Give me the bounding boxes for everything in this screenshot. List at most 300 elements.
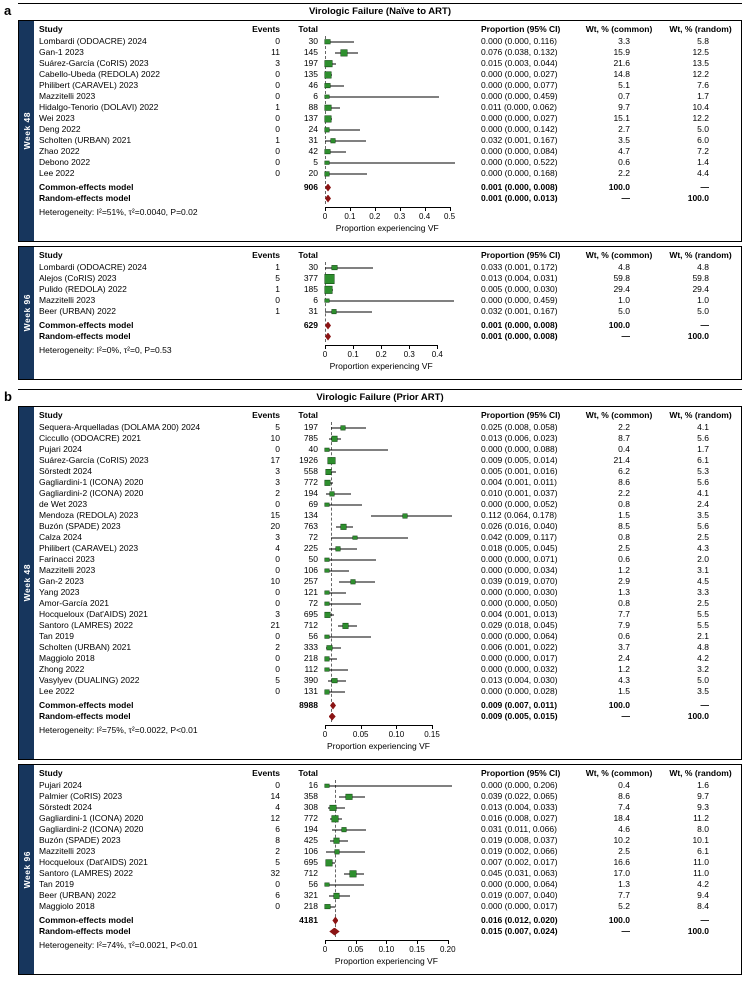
total-value: 197 [303,422,318,432]
weight-random-value: 4.1 [697,488,709,498]
forest-rows [34,36,741,204]
axis-tick-label: 0.05 [352,730,369,739]
col-header-events: Events [252,250,280,260]
weight-random-value: 1.0 [697,295,709,305]
point-estimate-marker [325,480,330,485]
weight-random-value: 12.5 [692,47,709,57]
total-value: 112 [304,664,318,674]
col-header-wt-common: Wt, % (common) [585,24,653,34]
forest-plot-cell [318,835,468,846]
weight-random-value: 9.3 [697,802,709,812]
proportion-ci-value: 0.112 (0.064, 0.178) [481,510,557,520]
total-value: 6 [313,295,318,305]
proportion-ci-value: 0.032 (0.001, 0.167) [481,306,558,316]
forest-plot-cell [318,890,468,901]
events-value: 0 [275,631,280,641]
weight-random-value: 59.8 [692,273,709,283]
axis-tick-label: 0 [322,350,328,359]
col-header-wt-random: Wt, % (random) [669,768,732,778]
total-value: 333 [303,642,318,652]
study-name: Sörstedt 2024 [39,466,92,476]
forest-plot-cell [318,802,468,813]
study-name: Cabello-Ubeda (REDOLA) 2022 [39,69,160,79]
axis-tick-label: 0.1 [347,350,359,359]
study-name: Mazzitelli 2023 [39,91,96,101]
weight-random-value: 5.8 [697,36,709,46]
ci-line [325,636,371,637]
study-name: Suárez-García (CoRIS) 2023 [39,455,149,465]
point-estimate-marker [332,265,337,270]
forest-plot-cell [318,857,468,868]
events-value: 17 [270,455,280,465]
events-value: 0 [275,146,280,156]
events-value: 0 [275,686,280,696]
ci-line [328,680,347,681]
forest-plot-cell [318,653,468,664]
weight-random-value: 3.2 [697,664,709,674]
study-row [34,262,741,273]
forest-plot-cell [318,543,468,554]
study-row [34,565,741,576]
point-estimate-marker [325,60,332,67]
proportion-ci-value: 0.007 (0.002, 0.017) [481,857,558,867]
week-group-label: Week 96 [21,294,32,332]
study-row [34,543,741,554]
forest-plot-cell [318,868,468,879]
study-name: Lombardi (ODOACRE) 2024 [39,262,147,272]
forest-plot-cell [318,422,468,433]
panel-a-title: Virologic Failure (Naïve to ART) [309,6,451,17]
events-value: 12 [270,813,280,823]
proportion-ci-value: 0.009 (0.007, 0.011) [481,700,558,710]
weight-common-value: 17.0 [613,868,630,878]
weight-common-value: 16.6 [613,857,630,867]
study-row [34,700,741,711]
total-value: 88 [308,102,318,112]
study-name: Mazzitelli 2023 [39,565,96,575]
col-header-study: Study [39,410,63,420]
proportion-ci-value: 0.001 (0.000, 0.008) [481,320,558,330]
axis-tick [325,725,326,729]
col-header-plot [318,249,468,262]
study-row [34,157,741,168]
weight-common-value: 15.9 [613,47,630,57]
forest-plot-cell [318,295,468,306]
forest-body [34,247,741,379]
column-header-row [34,409,741,422]
weight-random-value: — [700,915,709,925]
column-header-row [34,23,741,36]
forest-footer [34,206,741,238]
proportion-ci-value: 0.016 (0.012, 0.020) [481,915,558,925]
proportion-ci-value: 0.000 (0.000, 0.030) [481,587,558,597]
point-estimate-marker [343,623,348,628]
total-value: 42 [308,146,318,156]
forest-plot-cell [318,466,468,477]
weight-random-value: 5.0 [697,675,709,685]
proportion-ci-value: 0.000 (0.000, 0.027) [481,113,558,123]
study-name: Gagliardini-1 (ICONA) 2020 [39,813,144,823]
weight-random-value: 8.0 [697,824,709,834]
ci-line [325,129,360,130]
x-axis [318,344,468,376]
total-value: 5 [313,157,318,167]
weight-common-value: 100.0 [608,182,630,192]
weight-random-value: 2.5 [697,532,709,542]
total-value: 131 [303,686,318,696]
axis-tick-label: 0.2 [369,212,381,221]
total-value: 225 [303,543,318,553]
proportion-ci-value: 0.033 (0.001, 0.172) [481,262,558,272]
study-name: Common-effects model [39,182,134,192]
point-estimate-marker [334,893,339,898]
total-value: 46 [308,80,318,90]
weight-random-value: 2.1 [697,631,709,641]
total-value: 358 [303,791,318,801]
study-row [34,295,741,306]
study-name: Gagliardini-1 (ICONA) 2020 [39,477,144,487]
panel-a-subpanels [18,20,742,380]
study-row [34,510,741,521]
axis-tick [375,207,376,211]
weight-random-value: 5.0 [697,124,709,134]
total-value: 31 [308,306,318,316]
col-header-plot [318,409,468,422]
study-name: Wei 2023 [39,113,75,123]
proportion-ci-value: 0.031 (0.011, 0.066) [481,824,557,834]
forest-plot-cell [318,711,468,722]
events-value: 0 [275,780,280,790]
proportion-ci-value: 0.010 (0.001, 0.037) [481,488,558,498]
total-value: 30 [308,262,318,272]
proportion-ci-value: 0.039 (0.019, 0.070) [481,576,558,586]
events-value: 0 [275,879,280,889]
panel-b-title: Virologic Failure (Prior ART) [316,392,444,403]
weight-random-value: 7.6 [697,80,709,90]
weight-random-value: 2.0 [697,554,709,564]
study-name: Lombardi (ODOACRE) 2024 [39,36,147,46]
proportion-ci-value: 0.039 (0.022, 0.065) [481,791,558,801]
proportion-ci-value: 0.001 (0.000, 0.013) [481,193,558,203]
study-row [34,113,741,124]
forest-plot-cell [318,926,468,937]
forest-plot-cell [318,510,468,521]
axis-tick [437,345,438,349]
forest-plot-cell [318,306,468,317]
week-group-label: Week 48 [21,112,32,150]
total-value: 218 [303,901,318,911]
study-row [34,576,741,587]
weight-common-value: 7.7 [618,890,630,900]
study-row [34,813,741,824]
forest-plot-cell [318,686,468,697]
study-row [34,146,741,157]
study-name: Random-effects model [39,926,131,936]
proportion-ci-value: 0.000 (0.000, 0.088) [481,444,558,454]
total-value: 30 [308,36,318,46]
ci-line [325,504,362,505]
study-name: Pujari 2024 [39,780,83,790]
forest-plot-cell [318,455,468,466]
ci-line [325,162,455,163]
forest-plot-cell [318,642,468,653]
forest-plot-cell [318,69,468,80]
proportion-ci-value: 0.005 (0.001, 0.016) [481,466,558,476]
weight-random-value: 5.0 [697,306,709,316]
ci-line [339,581,375,582]
events-value: 1 [275,262,280,272]
events-value: 0 [275,565,280,575]
study-name: Calza 2024 [39,532,83,542]
forest-footer [34,724,741,756]
proportion-ci-value: 0.000 (0.000, 0.017) [481,653,558,663]
events-value: 14 [270,791,280,801]
events-value: 3 [275,466,280,476]
study-row [34,69,741,80]
panel-b-subpanels [18,406,742,975]
point-estimate-marker [325,39,330,44]
weight-random-value: 1.6 [697,780,709,790]
point-estimate-marker [342,827,347,832]
ci-line [326,851,365,852]
point-estimate-marker [325,115,331,121]
total-value: 197 [303,58,318,68]
proportion-ci-value: 0.000 (0.000, 0.032) [481,664,558,674]
study-row [34,284,741,295]
axis-tick [409,345,410,349]
study-row [34,791,741,802]
study-name: Buzón (SPADE) 2023 [39,835,121,845]
col-header-total: Total [298,410,318,420]
events-value: 0 [275,157,280,167]
study-row [34,868,741,879]
weight-common-value: 3.3 [618,36,630,46]
study-row [34,193,741,204]
weight-common-value: 0.4 [618,780,630,790]
proportion-ci-value: 0.000 (0.000, 0.459) [481,295,558,305]
events-value: 4 [275,543,280,553]
point-estimate-marker [330,805,335,810]
weight-common-value: 29.4 [613,284,630,294]
point-estimate-marker [325,635,329,639]
events-value: 0 [275,664,280,674]
total-value: 121 [303,587,318,597]
weight-random-value: 29.4 [692,284,709,294]
proportion-ci-value: 0.000 (0.000, 0.071) [481,554,558,564]
total-value: 194 [303,488,318,498]
forest-rows [34,422,741,722]
weight-common-value: 7.9 [618,620,630,630]
study-row [34,609,741,620]
study-name: Gagliardini-2 (ICONA) 2020 [39,824,144,834]
events-value: 0 [275,168,280,178]
study-row [34,102,741,113]
point-estimate-marker [341,49,347,55]
col-header-wt-common: Wt, % (common) [585,410,653,420]
study-row [34,802,741,813]
proportion-ci-value: 0.029 (0.018, 0.045) [481,620,558,630]
proportion-ci-value: 0.000 (0.000, 0.116) [481,36,557,46]
study-row [34,664,741,675]
pooled-diamond [329,928,339,936]
weight-random-value: 5.5 [697,609,709,619]
total-value: 1926 [299,455,318,465]
forest-body [34,765,741,974]
study-name: Buzón (SPADE) 2023 [39,521,121,531]
study-row [34,58,741,69]
ci-line [325,96,439,97]
study-name: Random-effects model [39,193,131,203]
point-estimate-marker [325,127,329,131]
total-value: 40 [308,444,318,454]
forest-plot-cell [318,565,468,576]
total-value: 134 [303,510,318,520]
study-row [34,554,741,565]
forest-plot-cell [318,879,468,890]
events-value: 0 [275,113,280,123]
total-value: 135 [303,69,318,79]
week-group-sidebar [19,21,34,241]
proportion-ci-value: 0.000 (0.000, 0.142) [481,124,558,134]
weight-common-value: 8.6 [618,477,630,487]
study-name: Santoro (LAMRES) 2022 [39,868,134,878]
events-value: 6 [275,824,280,834]
weight-common-value: 1.5 [618,510,630,520]
axis-tick-label: 0.2 [375,350,387,359]
events-value: 5 [275,273,280,283]
proportion-ci-value: 0.019 (0.002, 0.066) [481,846,558,856]
pooled-diamond [329,713,336,721]
point-estimate-marker [325,591,329,595]
col-header-wt-random: Wt, % (random) [669,250,732,260]
axis-tick-label: 0 [322,945,328,954]
proportion-ci-value: 0.076 (0.038, 0.132) [481,47,558,57]
weight-common-value: 7.7 [618,609,630,619]
axis-tick-label: 0.15 [409,945,425,954]
weight-common-value: 5.2 [618,901,630,911]
point-estimate-marker [341,524,346,529]
study-name: Gan-1 2023 [39,47,84,57]
weight-random-value: 1.7 [697,444,709,454]
study-name: Scholten (URBAN) 2021 [39,135,132,145]
point-estimate-marker [330,491,334,495]
events-value: 15 [270,510,280,520]
weight-common-value: 3.7 [618,642,630,652]
study-name: Ciccullo (ODOACRE) 2021 [39,433,142,443]
weight-common-value: 1.3 [618,879,630,889]
point-estimate-marker [325,569,329,573]
ci-line [329,548,358,549]
axis-tick-label: 0.10 [378,945,395,954]
total-value: 56 [308,879,318,889]
forest-plot-cell [318,576,468,587]
weight-common-value: 2.2 [618,168,630,178]
weight-common-value: 100.0 [608,915,630,925]
study-name: Hocqueloux (Dat'AIDS) 2021 [39,609,148,619]
axis-tick [448,940,449,944]
study-row [34,835,741,846]
point-estimate-marker [403,514,407,518]
study-name: Common-effects model [39,320,134,330]
x-axis-title: Proportion experiencing VF [326,741,430,751]
total-value: 6 [313,91,318,101]
weight-common-value: 4.3 [618,675,630,685]
axis-tick [361,725,362,729]
weight-common-value: 2.5 [618,543,630,553]
axis-tick-label: 0.1 [344,212,356,221]
study-name: Pulido (REDOLA) 2022 [39,284,127,294]
weight-random-value: 100.0 [687,331,709,341]
axis-tick-label: 0.4 [419,212,431,221]
proportion-ci-value: 0.000 (0.000, 0.050) [481,598,558,608]
total-value: 24 [308,124,318,134]
total-value: 906 [303,182,318,192]
forest-plot-cell [318,554,468,565]
point-estimate-marker [325,690,329,694]
study-row [34,331,741,342]
study-row [34,455,741,466]
study-row [34,780,741,791]
point-estimate-marker [334,838,340,844]
events-value: 3 [275,477,280,487]
point-estimate-marker [325,448,329,452]
ci-line [325,173,367,174]
proportion-ci-value: 0.006 (0.001, 0.022) [481,642,558,652]
events-value: 0 [275,554,280,564]
point-estimate-marker [351,579,355,583]
point-estimate-marker [325,612,330,617]
axis-tick [353,345,354,349]
ci-line [329,895,349,896]
study-row [34,824,741,835]
forest-subpanel [18,246,742,380]
study-row [34,444,741,455]
weight-random-value: 4.2 [697,879,709,889]
point-estimate-marker [328,457,335,464]
point-estimate-marker [325,602,329,606]
weight-common-value: 18.4 [613,813,630,823]
axis-tick [425,207,426,211]
weight-common-value: 1.5 [618,686,630,696]
study-row [34,466,741,477]
weight-random-value: 2.4 [697,499,709,509]
weight-random-value: 3.3 [697,587,709,597]
study-name: Philibert (CARAVEL) 2023 [39,80,139,90]
events-value: 10 [270,576,280,586]
col-header-events: Events [252,24,280,34]
study-row [34,901,741,912]
forest-plot-cell [318,499,468,510]
col-header-plot [318,23,468,36]
col-header-total: Total [298,24,318,34]
forest-plot-cell [318,444,468,455]
events-value: 6 [275,890,280,900]
study-row [34,653,741,664]
point-estimate-marker [325,558,329,562]
weight-common-value: 21.4 [613,455,630,465]
study-name: Mazzitelli 2023 [39,846,96,856]
weight-random-value: 4.1 [697,422,709,432]
total-value: 425 [303,835,318,845]
study-name: Gan-2 2023 [39,576,84,586]
study-row [34,846,741,857]
study-name: Palmier (CoRIS) 2023 [39,791,123,801]
weight-random-value: — [700,182,709,192]
study-row [34,711,741,722]
panel-a [4,3,742,380]
week-group-label: Week 96 [21,850,32,889]
events-value: 21 [270,620,280,630]
